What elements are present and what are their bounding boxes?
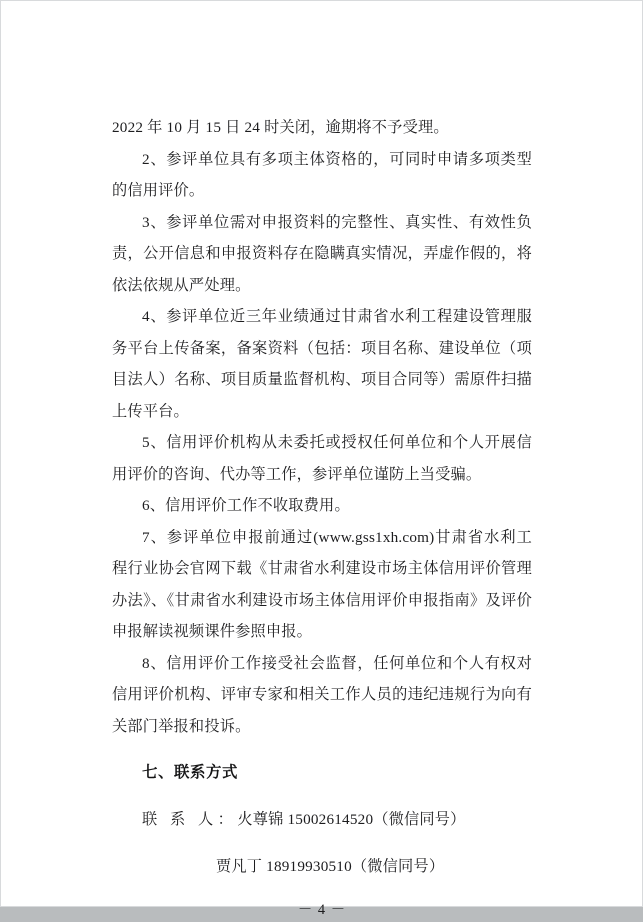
contact-value-1: 火尊锦 15002614520（微信同号） (237, 811, 466, 829)
paragraph-5: 5、信用评价机构从未委托或授权任何单位和个人开展信用评价的咨询、代办等工作，参评单位谨防上当受骗。 (112, 434, 532, 483)
contact-label-1: 联 系 人： (142, 811, 238, 829)
paragraph-7: 7、参评单位申报前通过(www.gss1xh.com)甘肃省水利工程行业协会官网下载《甘肃省水利建设市场主体信用评价管理办法》、《甘肃省水利建设市场主体信用评价申报指南》及评价申报解读视频课件参照申报。 (112, 528, 532, 640)
contact-row-1 (112, 804, 532, 836)
contact-row-2 (112, 851, 532, 883)
page-number: － 4 － (297, 901, 347, 918)
paragraph-2: 2、参评单位具有多项主体资格的，可同时申请多项类型的信用评价。 (112, 150, 532, 199)
paragraph-1: 2022 年 10 月 15 日 24 时关闭，逾期将不予受理。 (112, 119, 449, 136)
section-heading-contact: 七、联系方式 (142, 764, 238, 782)
paragraph-6: 6、信用评价工作不收取费用。 (142, 497, 350, 514)
contact-value-2: 贾凡丁 18919930510（微信同号） (216, 857, 445, 875)
paragraph-4: 4、参评单位近三年业绩通过甘肃省水利工程建设管理服务平台上传备案，备案资料（包括：项目名称、建设单位（项目法人）名称、项目质量监督机构、项目合同等）需原件扫描上传平台。 (112, 308, 532, 420)
paragraph-8: 8、信用评价工作接受社会监督，任何单位和个人有权对信用评价机构、评审专家和相关工作人员的违纪违规行为向有关部门举报和投诉。 (112, 654, 532, 735)
paragraph-3: 3、参评单位需对申报资料的完整性、真实性、有效性负责，公开信息和申报资料存在隐瞒真实情况，弄虚作假的，将依法依规从严处理。 (112, 213, 532, 294)
document-body (112, 112, 532, 922)
